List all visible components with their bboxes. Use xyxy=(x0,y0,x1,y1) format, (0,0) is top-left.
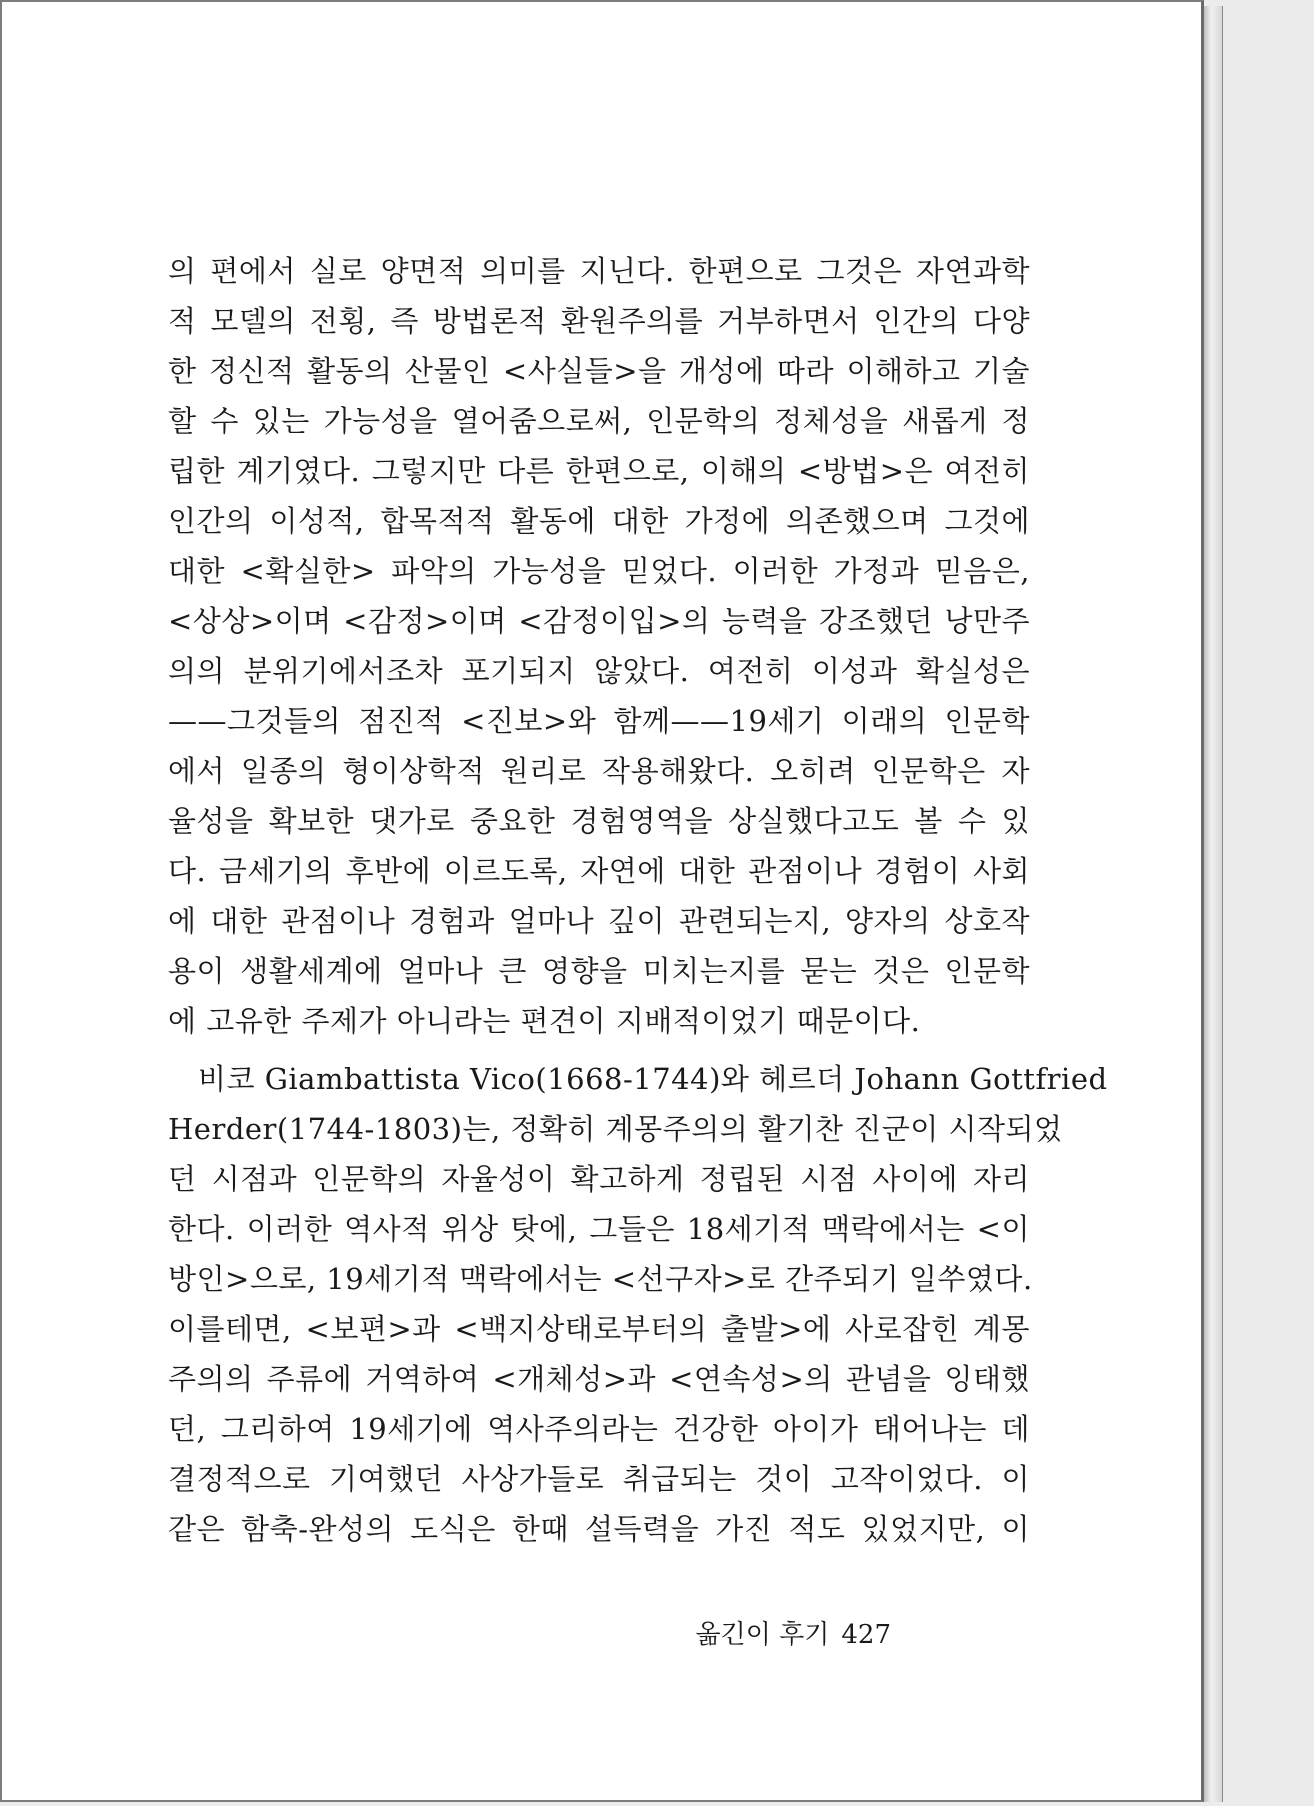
text-line: 할 수 있는 가능성을 열어줌으로써, 인문학의 정체성을 새롭게 정 xyxy=(168,404,1030,438)
text-line: 한 정신적 활동의 산물인 <사실들>을 개성에 따라 이해하고 기술 xyxy=(168,354,1030,388)
text-line: 에 대한 관점이나 경험과 얼마나 깊이 관련되는지, 양자의 상호작 xyxy=(168,904,1030,938)
text-line: 에서 일종의 형이상학적 원리로 작용해왔다. 오히려 인문학은 자 xyxy=(168,754,1030,788)
text-line: 비코 Giambattista Vico(1668-1744)와 헤르더 Johann Gottfried xyxy=(198,1062,1108,1096)
text-line: 던, 그리하여 19세기에 역사주의라는 건강한 아이가 태어나는 데 xyxy=(168,1412,1030,1446)
body-text xyxy=(168,246,1108,1554)
text-line: 용이 생활세계에 얼마나 큰 영향을 미치는지를 묻는 것은 인문학 xyxy=(168,954,1030,988)
text-line: Herder(1744-1803)는, 정확히 계몽주의의 활기찬 진군이 시작되었 xyxy=(168,1112,1063,1146)
text-line: 방인>으로, 19세기적 맥락에서는 <선구자>로 간주되기 일쑤였다. xyxy=(168,1262,1033,1296)
text-line: 의 편에서 실로 양면적 의미를 지닌다. 한편으로 그것은 자연과학 xyxy=(168,254,1030,288)
text-line: 이를테면, <보편>과 <백지상태로부터의 출발>에 사로잡힌 계몽 xyxy=(168,1312,1030,1346)
text-line: 적 모델의 전횡, 즉 방법론적 환원주의를 거부하면서 인간의 다양 xyxy=(168,304,1030,338)
text-line: 한다. 이러한 역사적 위상 탓에, 그들은 18세기적 맥락에서는 <이 xyxy=(168,1212,1030,1246)
text-line: ——그것들의 점진적 <진보>와 함께——19세기 이래의 인문학 xyxy=(168,704,1030,738)
text-line: 립한 계기였다. 그렇지만 다른 한편으로, 이해의 <방법>은 여전히 xyxy=(168,454,1030,488)
paragraph-2 xyxy=(168,1054,1108,1554)
text-line: 던 시점과 인문학의 자율성이 확고하게 정립된 시점 사이에 자리 xyxy=(168,1162,1030,1196)
text-line: 대한 <확실한> 파악의 가능성을 믿었다. 이러한 가정과 믿음은, xyxy=(168,554,1030,588)
text-line: 인간의 이성적, 합목적적 활동에 대한 가정에 의존했으며 그것에 xyxy=(168,504,1030,538)
running-footer-title: 옮긴이 후기 xyxy=(695,1620,830,1650)
page-number: 427 xyxy=(841,1620,891,1650)
page-footer xyxy=(696,1614,892,1651)
text-line: 결정적으로 기여했던 사상가들로 취급되는 것이 고작이었다. 이 xyxy=(168,1462,1030,1496)
text-line: 에 고유한 주제가 아니라는 편견이 지배적이었기 때문이다. xyxy=(168,1004,921,1038)
text-line: 의의 분위기에서조차 포기되지 않았다. 여전히 이성과 확실성은 xyxy=(168,654,1030,688)
text-line: <상상>이며 <감정>이며 <감정이입>의 능력을 강조했던 낭만주 xyxy=(168,604,1030,638)
text-line: 같은 함축-완성의 도식은 한때 설득력을 가진 적도 있었지만, 이 xyxy=(168,1512,1030,1546)
text-line: 다. 금세기의 후반에 이르도록, 자연에 대한 관점이나 경험이 사회 xyxy=(168,854,1030,888)
text-line: 주의의 주류에 거역하여 <개체성>과 <연속성>의 관념을 잉태했 xyxy=(168,1362,1030,1396)
text-line: 율성을 확보한 댓가로 중요한 경험영역을 상실했다고도 볼 수 있 xyxy=(168,804,1030,838)
page-edge-shadow xyxy=(1204,6,1223,1802)
paragraph-1 xyxy=(168,246,1030,1046)
